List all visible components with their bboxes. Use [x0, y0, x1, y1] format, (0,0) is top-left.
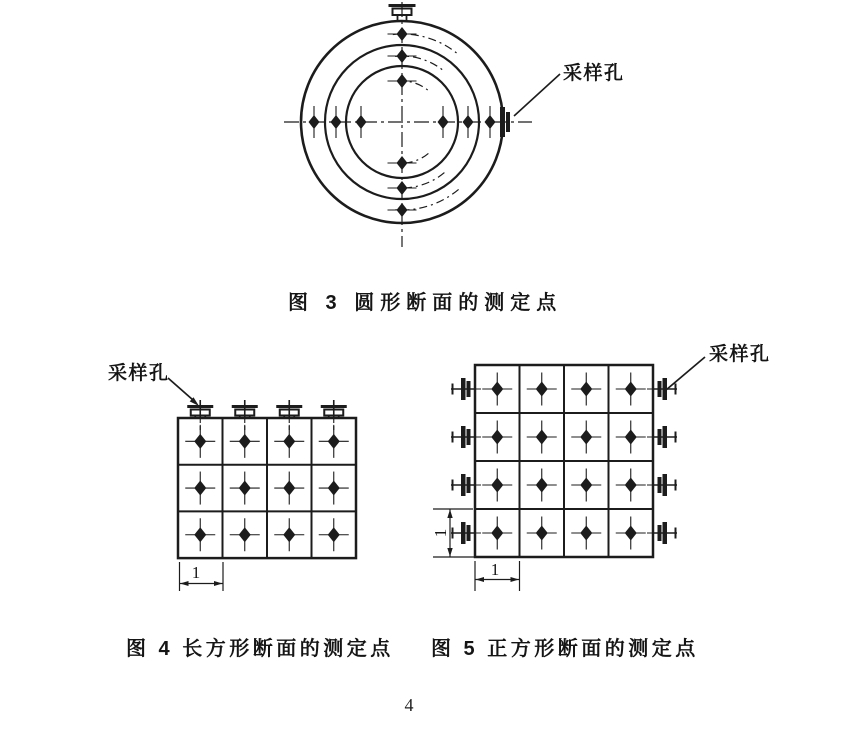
- measurement-point: [571, 421, 601, 454]
- dim-arrow-icon: [476, 577, 485, 582]
- sampling-hole-label: 采样孔: [563, 63, 625, 84]
- measurement-point: [274, 518, 304, 551]
- measurement-point: [571, 469, 601, 502]
- dim-arrow-icon: [214, 581, 223, 586]
- page-number: 4: [404, 695, 414, 715]
- measurement-point: [185, 425, 215, 458]
- dim-arrow-icon: [447, 548, 452, 557]
- cell-width-dimension-label: 1: [191, 563, 201, 582]
- measurement-point: [482, 469, 512, 502]
- dim-arrow-icon: [511, 577, 520, 582]
- measurement-point: [356, 106, 367, 138]
- dim-arrow-icon: [447, 510, 452, 519]
- measurement-point: [527, 421, 557, 454]
- measurement-point: [527, 373, 557, 406]
- measurement-point: [438, 106, 449, 138]
- leader-line: [666, 357, 705, 390]
- measurement-point: [388, 74, 417, 88]
- measurement-point: [616, 373, 646, 406]
- grid-lines: [475, 365, 653, 557]
- measurement-point: [485, 106, 496, 138]
- measurement-point: [230, 472, 260, 505]
- measurement-point: [571, 517, 601, 550]
- measurement-point: [616, 517, 646, 550]
- sampling-hole-label: 采样孔: [108, 363, 170, 384]
- leader-line: [514, 74, 560, 116]
- measurement-point: [482, 373, 512, 406]
- measurement-point: [309, 106, 320, 138]
- measurement-point: [230, 425, 260, 458]
- measurement-point: [274, 472, 304, 505]
- cell-height-dimension-label: 1: [431, 528, 450, 538]
- square-section-content: [451, 365, 677, 557]
- cell-width-dimension-label: 1: [490, 560, 500, 579]
- measurement-point: [388, 181, 417, 195]
- measurement-point: [388, 156, 417, 170]
- side-sampling-port-icon: [500, 107, 510, 137]
- measurement-point: [527, 517, 557, 550]
- figure3-circular-diagram: [260, 0, 630, 255]
- figure3-caption: 图 3 圆形断面的测定点: [288, 292, 563, 314]
- dim-arrow-icon: [180, 581, 189, 586]
- measurement-point: [388, 27, 417, 41]
- measurement-point: [185, 518, 215, 551]
- measurement-point: [482, 421, 512, 454]
- measurement-point: [185, 472, 215, 505]
- measurement-point: [571, 373, 601, 406]
- figure5-square-diagram: [425, 330, 785, 600]
- figure4-rectangular-diagram: [95, 355, 395, 605]
- sampling-hole-label: 采样孔: [709, 344, 771, 365]
- measurement-point: [331, 106, 342, 138]
- measurement-point: [388, 203, 417, 217]
- measurement-point: [616, 421, 646, 454]
- measurement-point: [527, 469, 557, 502]
- measurement-point: [319, 472, 349, 505]
- leader-line: [168, 378, 193, 400]
- measurement-point: [482, 517, 512, 550]
- measurement-point: [388, 49, 417, 63]
- figure5-caption: 图 5 正方形断面的测定点: [431, 638, 699, 660]
- measurement-point: [319, 518, 349, 551]
- measurement-point: [319, 425, 349, 458]
- width-dimension: [180, 562, 224, 591]
- measurement-point: [230, 518, 260, 551]
- measurement-point: [274, 425, 304, 458]
- rectangular-section-content: [178, 400, 356, 558]
- figure4-caption: 图 4 长方形断面的测定点: [126, 638, 394, 660]
- measurement-point: [616, 469, 646, 502]
- measurement-point: [463, 106, 474, 138]
